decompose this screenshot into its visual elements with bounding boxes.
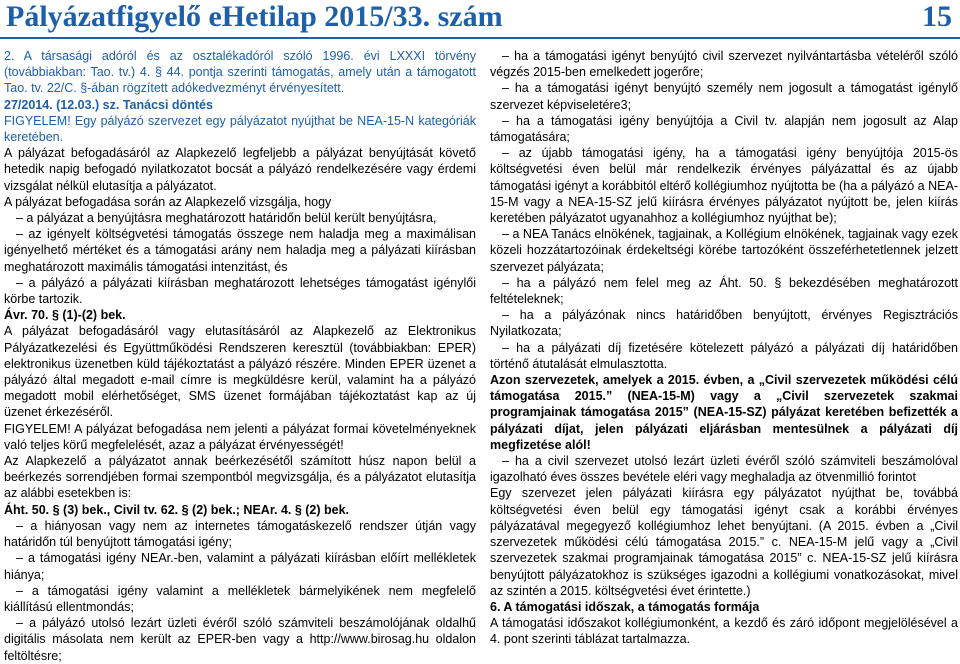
list-item: – ha a támogatási igényt benyújtó személy nem jogosult a támogatást igénylő szervezet képviseletére3; bbox=[490, 81, 958, 112]
list-item: – a hiányosan vagy nem az internetes támogatáskezelő rendszer útján vagy határidőn túl benyújtott támogatási igény; bbox=[4, 518, 476, 550]
paragraph: Ávr. 70. § (1)-(2) bek. bbox=[4, 308, 126, 323]
page-header bbox=[0, 0, 960, 36]
list-item: – a támogatási igény NEAr.-ben, valamint a pályázati kiírásban előírt mellékletek hiánya; bbox=[4, 551, 476, 582]
list-item: – ha a pályázati díj fizetésére kötelezett pályázó a pályázati díj határidőben történő átutalását elmulasztotta. bbox=[490, 340, 958, 371]
section-heading: 6. A támogatási időszak, a támogatás formája bbox=[490, 599, 760, 614]
paragraph: A pályázat befogadásáról az Alapkezelő legfeljebb a pályázat benyújtását követő hetedik napig befogadó nyilatkozatot bocsát a pályázó rendelkezésére vagy érdemi vizsgálat nélkül elutasítja a pályázatot. bbox=[4, 146, 476, 193]
paragraph: 27/2014. (12.03.) sz. Tanácsi döntés bbox=[4, 97, 213, 112]
paragraph: Áht. 50. § (3) bek., Civil tv. 62. § (2) bek.; NEAr. 4. § (2) bek. bbox=[4, 502, 350, 517]
page-number: 15 bbox=[922, 0, 952, 33]
list-item: – az újabb támogatási igény, ha a támogatási igény benyújtója 2015-ös költségvetési éven belül már rendelkezik érvényes pályázattal és az újabb támogatási igényt a korábbitól eltérő kollégiumhoz nyújtotta be (ha a pályázó a NEA-15-M vagy a NEA-15-SZ jelű kiírásra érvényes pályázatot nyújtott be, jelen kiírás keretében pályázatot ugyanahhoz a kollégiumhoz nyújthat be); bbox=[490, 146, 958, 226]
list-item: – a pályázó a pályázati kiírásban meghatározott lehetséges támogatást igénylői körbe tartozik. bbox=[4, 275, 476, 307]
list-item: – ha a civil szervezet utolsó lezárt üzleti évéről szóló számviteli beszámolóval igazolható éves összes bevétele eléri vagy meghaladja az ötvenmillió forintot bbox=[490, 454, 958, 485]
header-divider bbox=[0, 37, 960, 39]
paragraph: A támogatási időszakot kollégiumonként, a kezdő és záró időpont megjelölésével a 4. pont szerinti táblázat tartalmazza. bbox=[490, 616, 958, 647]
paragraph: A pályázat befogadása során az Alapkezelő vizsgálja, hogy bbox=[4, 194, 332, 209]
list-item: – ha a pályázó nem felel meg az Áht. 50. § bekezdésében meghatározott feltételeknek; bbox=[490, 275, 958, 307]
paragraph: FIGYELEM! Egy pályázó szervezet egy pályázatot nyújthat be NEA-15-N kategóriák keretében. bbox=[4, 113, 476, 145]
page-title: Pályázatfigyelő eHetilap 2015/33. szám bbox=[6, 0, 503, 33]
paragraph: Egy szervezet jelen pályázati kiírásra egy pályázatot nyújthat be, továbbá költségvetési éven belül egy támogatási igényt csak a korábbi érvényes pályázatával megegyező kollégiumhoz lehet benyújtani. (A 2015. évben a „Civil szervezetek működési célú támogatása 2015.” c. NEA-15-M jelű vagy a „Civil szervezetek szakmai programjainak támogatása 2015” c. NEA-15-SZ jelű kiírásra benyújtott pályázatokhoz is szükséges igazodni a kollégiumi vonatkozásokat, mivel az szintén a 2015. költségvetési évet érintette.) bbox=[490, 486, 958, 598]
right-column bbox=[490, 48, 958, 648]
list-item: – a támogatási igény valamint a mellékletek bármelyikének nem megfelelő kiállítású ellentmondás; bbox=[4, 583, 476, 614]
paragraph: A pályázat befogadásáról vagy elutasításáról az Alapkezelő az Elektronikus Pályázatkezelési és Együttműködési Rendszeren keresztül (továbbiakban: EPER) elektronikus üzenetben küld tájékoztatást a pályázó részére. Minden EPER üzenet a pályázó által megadott e-mail címre is megküldésre kerül, valamint ha a pályázó megadott mobil elérhetőséget, SMS üzenet formájában tájékoztatást kap az új üzenet érkezéséről. bbox=[4, 324, 476, 420]
paragraph: FIGYELEM! A pályázat befogadása nem jelenti a pályázat formai követelményeknek való teljes körű megfelelését, azaz a pályázat érvényességét! bbox=[4, 421, 476, 452]
list-item: – a pályázat a benyújtásra meghatározott határidőn belül került benyújtásra, bbox=[16, 211, 437, 226]
paragraph: Azon szervezetek, amelyek a 2015. évben, a „Civil szervezetek működési célú támogatása 2015.” (NEA-15-M) vagy a „Civil szervezetek szakmai programjainak támogatása 2015” (NEA-15-SZ) pályázat keretében befizették a pályázati díjat, jelen pályázati eljárásban mentesülnek a pályázati díj megfizetése alól! bbox=[490, 373, 958, 452]
left-column bbox=[4, 48, 476, 664]
paragraph: 2. A társasági adóról és az osztalékadóról szóló 1996. évi LXXXI törvény (továbbiakban: Tao. tv.) 4. § 44. pontja szerinti támogatás, amely után a támogatott Tao. tv. 22/C. §-ában rögzített adókedvezményt érvényesített. bbox=[4, 49, 476, 96]
paragraph: Az Alapkezelő a pályázatot annak beérkezésétől számított húsz napon belül a beérkezés sorrendjében formai szempontból megvizsgálja, és a pályázatot elutasítja az alábbi esetekben is: bbox=[4, 454, 476, 501]
list-item: – ha a támogatási igény benyújtója a Civil tv. alapján nem jogosult az Alap támogatására; bbox=[490, 113, 958, 145]
list-item: – az igényelt költségvetési támogatás összege nem haladja meg a maximálisan igényelhető mértéket és a támogatási arány nem haladja meg a pályázati kiírásban meghatározott maximális támogatási intenzitást, és bbox=[4, 227, 476, 274]
list-item: – a NEA Tanács elnökének, tagjainak, a Kollégium elnökének, tagjainak vagy ezek közeli hozzátartozóinak érdekeltségi körébe tartozóként összeférhetetlennek jelzett szervezet pályázata; bbox=[490, 227, 958, 274]
list-item: – ha a támogatási igényt benyújtó civil szervezet nyilvántartásba vételéről szóló végzés 2015-ben emelkedett jogerőre; bbox=[490, 49, 958, 80]
list-item: – ha a pályázónak nincs határidőben benyújtott, érvényes Regisztrációs Nyilatkozata; bbox=[490, 308, 958, 339]
list-item: – a pályázó utolsó lezárt üzleti évéről szóló számviteli beszámolójának oldalhű digitális másolata nem került az EPER-ben vagy a http://www.birosag.hu oldalon feltöltésre; bbox=[4, 616, 476, 663]
